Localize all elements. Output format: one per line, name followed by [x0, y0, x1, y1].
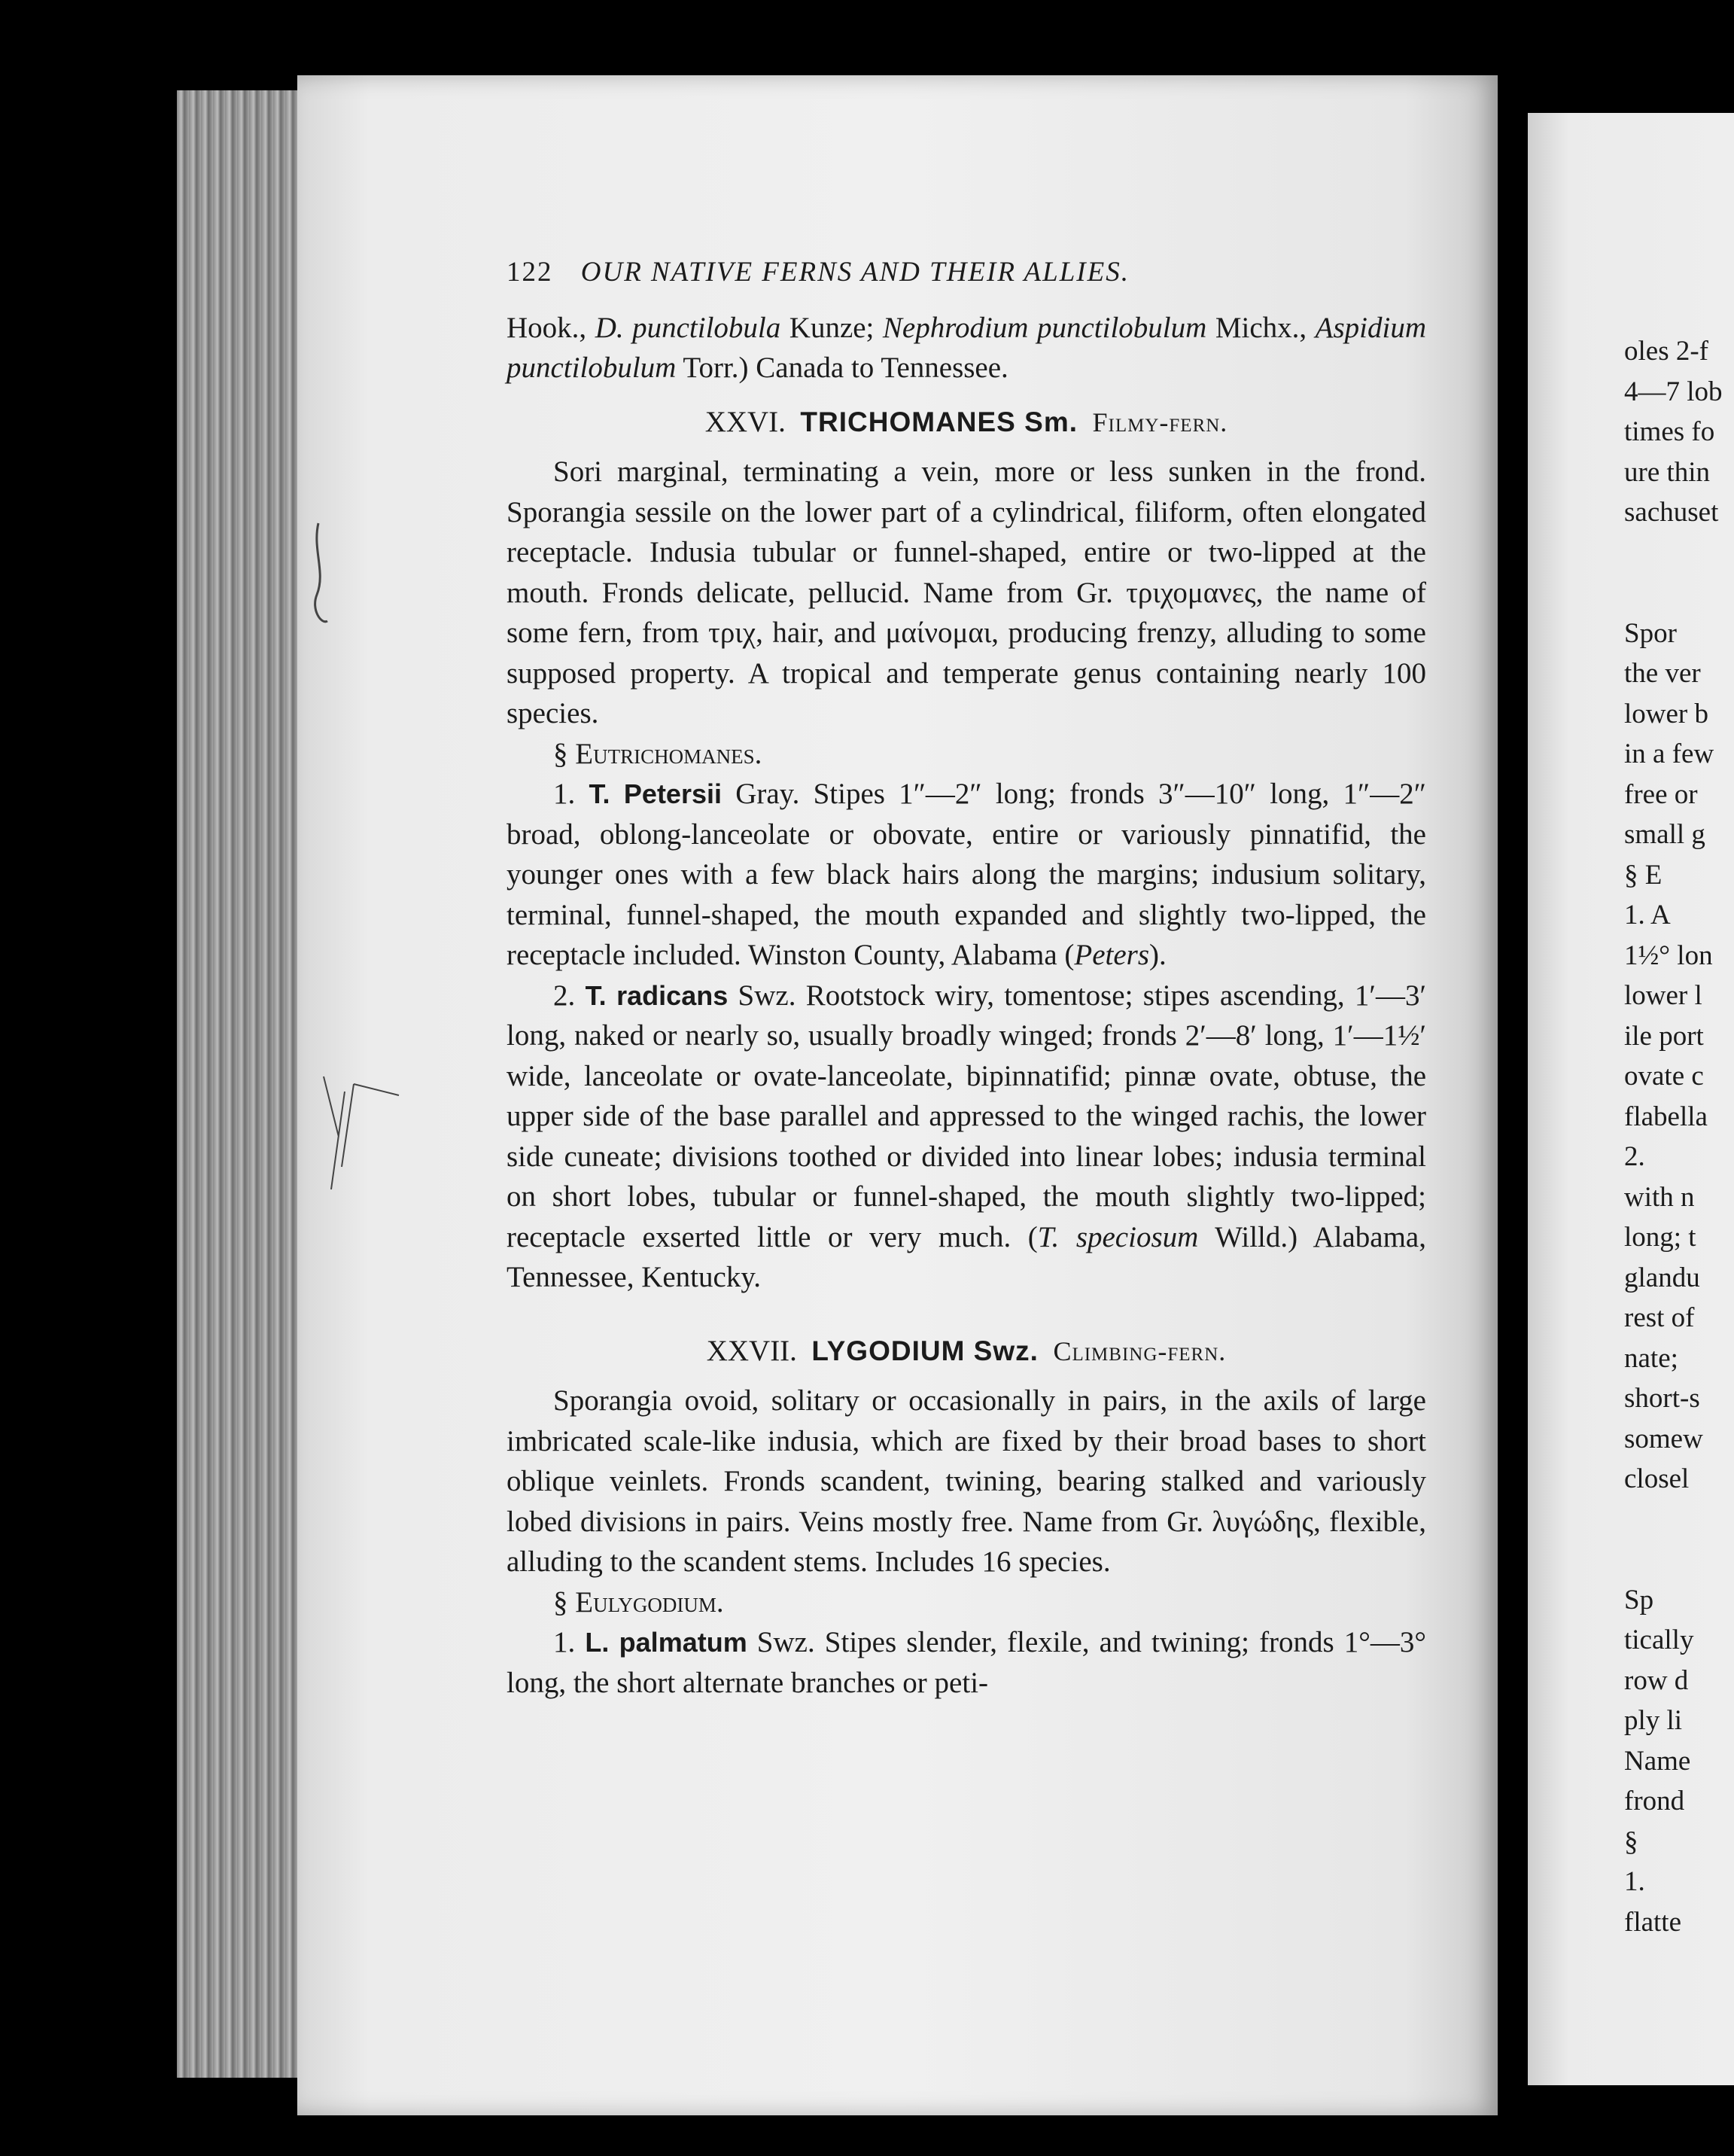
genus-common-name: Climbing-fern. — [1053, 1335, 1227, 1366]
species-number: 1. — [553, 1626, 576, 1658]
genus-numeral: XXVI. — [704, 405, 786, 438]
right-page-line: 1. — [1624, 1866, 1645, 1897]
right-page-line: oles 2-f — [1624, 336, 1708, 367]
species-text: Swz. Stipes slender, flexile, and twining; fronds 1°—3° long, the short alternate branches or peti- — [507, 1626, 1427, 1699]
species-name: T. Petersii — [589, 778, 722, 809]
book-gutter — [1498, 68, 1532, 2130]
species-text: Gray. Stipes 1″—2″ long; fronds 3″—10″ long, 1″—2″ broad, oblong-lanceolate or obovate, entire or variously pinnatifid, the younger ones with a few black hairs along the margins; indusium solitary, terminal, funnel-shaped, the mouth expanded and slightly two-lipped, the receptacle included. Winston County, Alabama ( — [507, 778, 1426, 971]
species-text: Swz. Rootstock wiry, tomentose; stipes ascending, 1′—3′ long, naked or nearly so, usually broadly winged; fronds 2′—8′ long, 1′—1½′ wide, lanceolate or ovate-lanceolate, bipinnatifid; pinnæ ovate, obtuse, the upper side of the base parallel and appressed to the winged rachis, the lower side cuneate; divisions toothed or divided into linear lobes; indusia terminal on short lobes, tubular or funnel-shaped, the mouth slightly two-lipped; receptacle exserted little or very much. ( — [507, 979, 1426, 1253]
right-page-line — [1624, 533, 1734, 574]
species-entry — [507, 774, 1426, 976]
right-page-line: sachuset — [1624, 497, 1719, 528]
right-page-line: ovate c — [1624, 1061, 1704, 1092]
right-page-line — [1624, 1539, 1734, 1580]
right-page-line: short-s — [1624, 1383, 1700, 1414]
right-page-line: ure thin — [1624, 456, 1711, 488]
intro-text: Kunze; — [780, 311, 883, 344]
right-page-line: small g — [1624, 819, 1705, 850]
right-page-line — [1624, 573, 1734, 614]
intro-italic: Aspidium punctilobulum — [507, 311, 1427, 384]
right-page-line: 4—7 lob — [1624, 376, 1723, 407]
species-entry — [507, 1622, 1426, 1703]
species-name: L. palmatum — [585, 1627, 747, 1658]
right-page-line: § E — [1624, 859, 1663, 891]
species-italic: T. speciosum — [1037, 1220, 1199, 1253]
right-page-line: frond — [1624, 1786, 1685, 1816]
spacer — [507, 1298, 1426, 1317]
right-page-text — [1624, 331, 1734, 1942]
species-number: 2. — [553, 979, 576, 1012]
intro-italic: Nephrodium punctilobulum — [882, 311, 1207, 344]
right-page-line: Name — [1624, 1745, 1691, 1777]
right-page-line: row d — [1624, 1664, 1689, 1696]
genus-name: LYGODIUM Swz. — [811, 1335, 1039, 1366]
right-page-line: Spor — [1624, 617, 1677, 649]
right-page-line: § — [1624, 1826, 1638, 1857]
right-page-line: 2. — [1624, 1141, 1645, 1172]
species-italic: Peters — [1074, 939, 1150, 971]
right-page-line: 1½° lon — [1624, 939, 1713, 971]
right-page-line: lower b — [1624, 698, 1708, 729]
right-page-line: lower l — [1624, 980, 1702, 1011]
page-number: 122 — [507, 257, 553, 288]
genus-heading-trichomanes — [507, 402, 1426, 443]
right-page-line: 1. A — [1624, 900, 1671, 930]
intro-text: Hook., — [507, 311, 595, 344]
genus-description: Sporangia ovoid, solitary or occasionally in pairs, in the axils of large imbricated scale-like indusia, which are fixed by their broad bases to short oblique veinlets. Fronds scandent, twining, bearing stalked and variously lobed divisions in pairs. Veins mostly free. Name from Gr. λυγώδης, flexible, alluding to the scandent stems. Includes 16 species. — [507, 1384, 1426, 1578]
pencil-slash-mark — [309, 1069, 406, 1197]
right-page-line: closel — [1624, 1463, 1690, 1494]
right-page-line: ile port — [1624, 1020, 1704, 1052]
right-page-line: somew — [1624, 1423, 1703, 1454]
right-page-line: glandu — [1624, 1262, 1700, 1293]
genus-heading-lygodium — [507, 1331, 1426, 1372]
book-page-edges — [177, 90, 312, 2078]
intro-text: Torr.) Canada to Tennessee. — [676, 352, 1008, 384]
right-page-line: flatte — [1624, 1906, 1682, 1938]
genus-common-name: Filmy-fern. — [1092, 407, 1228, 437]
pencil-bracket-mark — [305, 519, 335, 632]
section-heading: § Eulygodium. — [553, 1585, 724, 1619]
right-page-line: with n — [1624, 1181, 1695, 1213]
right-page-line — [1624, 1500, 1734, 1540]
section-heading: § Eutrichomanes. — [553, 737, 762, 770]
running-head — [507, 252, 1426, 293]
right-page-line: nate; — [1624, 1342, 1678, 1374]
species-text: Willd.) Alabama, Tennessee, Kentucky. — [507, 1220, 1426, 1293]
intro-text: Michx., — [1206, 311, 1316, 344]
right-page-line: flabella — [1624, 1101, 1708, 1132]
genus-description: Sori marginal, terminating a vein, more or less sunken in the frond. Sporangia sessile on the lower part of a cylindrical, filiform, often elongated receptacle. Indusia tubular or funnel-shaped, entire or two-lipped at the mouth. Fronds delicate, pellucid. Name from Gr. τριχομανες, the name of some fern, from τριχ, hair, and μαίνομαι, producing frenzy, alluding to some supposed property. A tropical and temperate genus containing nearly 100 species. — [507, 455, 1426, 729]
genus-name: TRICHOMANES Sm. — [800, 406, 1078, 437]
right-page-line: the ver — [1624, 658, 1701, 689]
right-page-line: tically — [1624, 1625, 1694, 1655]
right-page-line: rest of — [1624, 1302, 1695, 1333]
right-page-line: in a few — [1624, 738, 1714, 769]
species-name: T. radicans — [585, 979, 729, 1011]
left-page-text — [507, 252, 1426, 1703]
intro-italic: D. punctilobula — [595, 311, 781, 344]
species-text: ). — [1149, 939, 1167, 971]
right-page-line: long; t — [1624, 1222, 1696, 1253]
intro-paragraph — [507, 308, 1426, 388]
species-entry — [507, 976, 1426, 1298]
running-title: OUR NATIVE FERNS AND THEIR ALLIES. — [580, 257, 1130, 288]
species-number: 1. — [553, 778, 576, 810]
right-page-line: ply li — [1624, 1705, 1683, 1736]
right-page-line: Sp — [1624, 1584, 1654, 1615]
right-page-line: times fo — [1624, 416, 1715, 447]
genus-numeral: XXVII. — [706, 1334, 797, 1367]
right-page-line: free or — [1624, 778, 1698, 810]
